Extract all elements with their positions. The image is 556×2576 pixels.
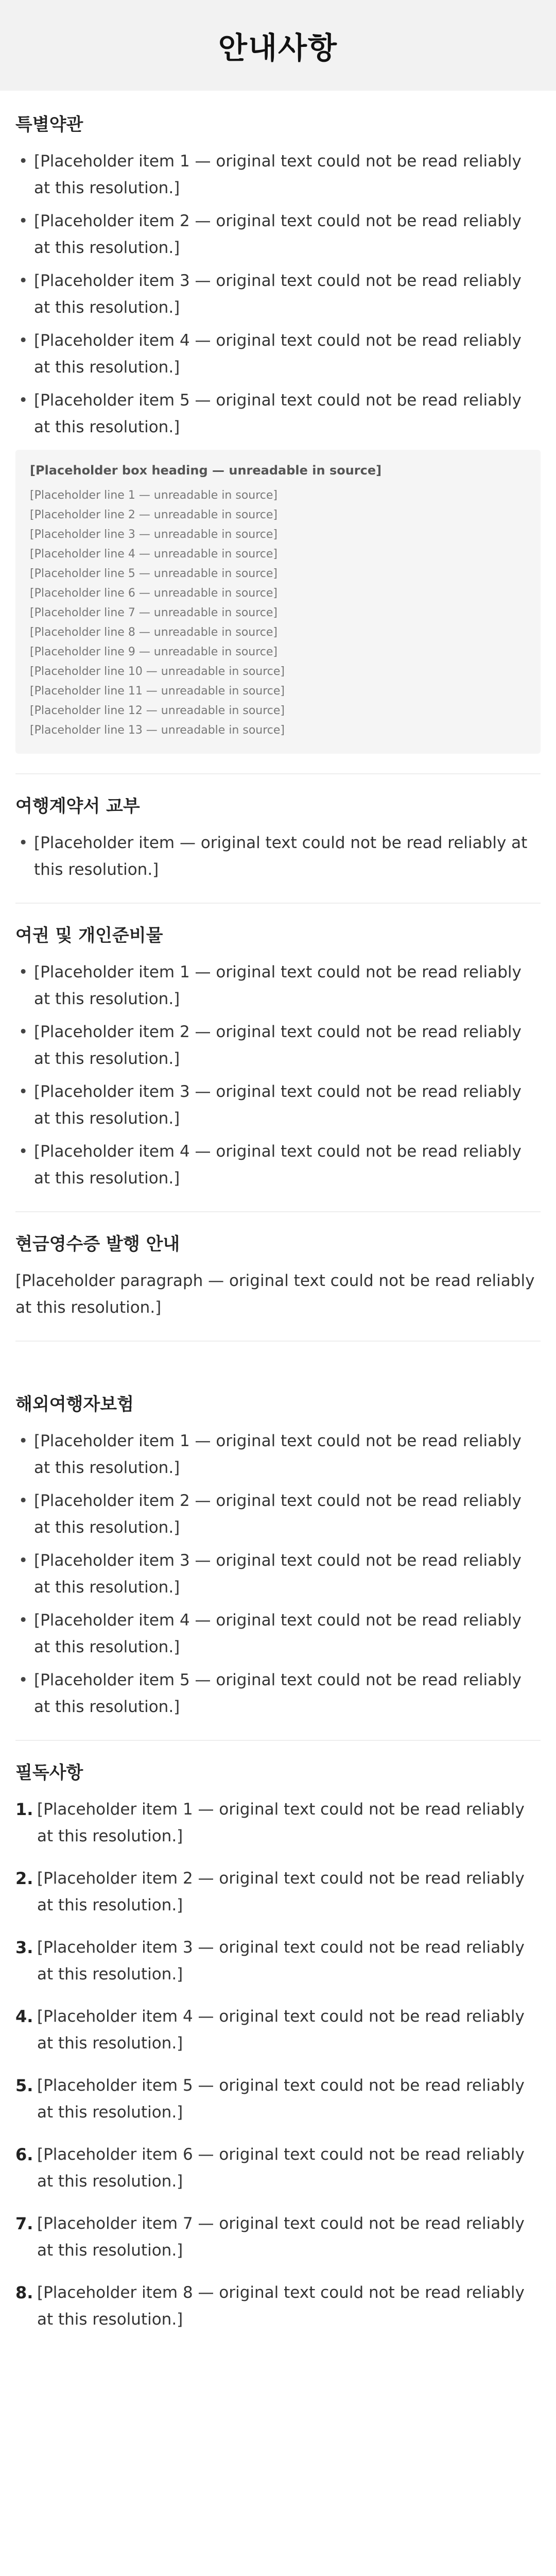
page-title: 안내사항 xyxy=(218,30,338,65)
notice-number: 5. xyxy=(15,2076,33,2095)
cancellation-fee-line: [Placeholder line 4 — unreadable in source] xyxy=(30,548,278,561)
special-term-item: • [Placeholder item 2 — original text could not be read reliably at this resolution.] xyxy=(15,208,541,261)
insurance-list xyxy=(15,1428,541,1720)
cancellation-fee-title: [Placeholder box heading — unreadable in source] xyxy=(30,463,382,478)
cancellation-fee-line: [Placeholder line 13 — unreadable in source] xyxy=(30,724,285,737)
notice-text: [Placeholder item 1 — original text could not be read reliably at this resolution.] xyxy=(37,1800,525,1845)
cancellation-fee-line: [Placeholder line 7 — unreadable in source] xyxy=(30,606,278,619)
section-divider xyxy=(15,1740,541,1741)
cancellation-fee-line: [Placeholder line 8 — unreadable in source] xyxy=(30,626,278,639)
section-title-receipt: 현금영수증 발행 안내 xyxy=(15,1234,180,1255)
passport-item: • [Placeholder item 2 — original text could not be read reliably at this resolution.] xyxy=(15,1019,541,1072)
notice-text: [Placeholder item 6 — original text could not be read reliably at this resolution.] xyxy=(37,2145,525,2191)
contract-item: • [Placeholder item — original text could not be read reliably at this resolution.] xyxy=(15,829,541,883)
notice-item xyxy=(15,1934,541,1988)
insurance-item: • [Placeholder item 1 — original text could not be read reliably at this resolution.] xyxy=(15,1428,541,1481)
contract-list xyxy=(15,829,541,883)
insurance-item: • [Placeholder item 2 — original text could not be read reliably at this resolution.] xyxy=(15,1487,541,1541)
section-divider xyxy=(15,1211,541,1212)
cancellation-fee-line: [Placeholder line 10 — unreadable in source] xyxy=(30,665,285,678)
passport-item: • [Placeholder item 1 — original text could not be read reliably at this resolution.] xyxy=(15,959,541,1012)
notice-number: 1. xyxy=(15,1800,33,1819)
notice-text: [Placeholder item 3 — original text could not be read reliably at this resolution.] xyxy=(37,1938,525,1984)
special-terms-list xyxy=(15,148,541,440)
cancellation-fee-line: [Placeholder line 11 — unreadable in source] xyxy=(30,685,285,698)
notice-list xyxy=(15,1796,541,2333)
section-title-insurance: 해외여행자보험 xyxy=(15,1394,134,1415)
special-term-item: • [Placeholder item 1 — original text could not be read reliably at this resolution.] xyxy=(15,148,541,201)
notice-item xyxy=(15,2003,541,2057)
notice-number: 3. xyxy=(15,1938,33,1957)
cancellation-fee-box xyxy=(15,450,541,754)
notice-text: [Placeholder item 4 — original text could not be read reliably at this resolution.] xyxy=(37,2007,525,2053)
special-term-item: • [Placeholder item 4 — original text could not be read reliably at this resolution.] xyxy=(15,327,541,381)
insurance-item: • [Placeholder item 3 — original text could not be read reliably at this resolution.] xyxy=(15,1547,541,1601)
cancellation-fee-line: [Placeholder line 9 — unreadable in source] xyxy=(30,646,278,658)
section-title-contract: 여행계약서 교부 xyxy=(15,796,140,817)
passport-item: • [Placeholder item 3 — original text could not be read reliably at this resolution.] xyxy=(15,1078,541,1132)
notice-text: [Placeholder item 5 — original text could not be read reliably at this resolution.] xyxy=(37,2076,525,2122)
special-term-item: • [Placeholder item 5 — original text could not be read reliably at this resolution.] xyxy=(15,387,541,440)
cancellation-fee-line: [Placeholder line 2 — unreadable in source] xyxy=(30,509,278,521)
notice-item xyxy=(15,2141,541,2195)
cancellation-fee-line: [Placeholder line 3 — unreadable in source] xyxy=(30,528,278,541)
section-title-special: 특별약관 xyxy=(15,114,83,135)
notice-number: 2. xyxy=(15,1869,33,1888)
notice-text: [Placeholder item 2 — original text could not be read reliably at this resolution.] xyxy=(37,1869,525,1914)
notice-item xyxy=(15,2072,541,2126)
section-divider xyxy=(15,903,541,904)
cancellation-fee-line: [Placeholder line 5 — unreadable in source] xyxy=(30,567,278,580)
section-title-notice: 필독사항 xyxy=(15,1762,83,1783)
notice-item xyxy=(15,2210,541,2264)
notice-number: 7. xyxy=(15,2214,33,2233)
passport-list xyxy=(15,959,541,1192)
notice-item xyxy=(15,2279,541,2333)
section-title-passport: 여권 및 개인준비물 xyxy=(15,925,163,946)
section-divider xyxy=(15,773,541,774)
notice-number: 6. xyxy=(15,2145,33,2164)
cancellation-fee-line: [Placeholder line 12 — unreadable in source] xyxy=(30,704,285,717)
cancellation-fee-line: [Placeholder line 1 — unreadable in source] xyxy=(30,489,278,502)
page-content xyxy=(0,91,556,2369)
insurance-item: • [Placeholder item 5 — original text could not be read reliably at this resolution.] xyxy=(15,1667,541,1720)
notice-text: [Placeholder item 8 — original text could not be read reliably at this resolution.] xyxy=(37,2283,525,2329)
notice-number: 4. xyxy=(15,2007,33,2026)
receipt-paragraph: [Placeholder paragraph — original text could not be read reliably at this resolution.] xyxy=(15,1272,535,1317)
notice-item xyxy=(15,1865,541,1919)
special-term-item: • [Placeholder item 3 — original text could not be read reliably at this resolution.] xyxy=(15,267,541,321)
notice-number: 8. xyxy=(15,2283,33,2302)
passport-item: • [Placeholder item 4 — original text could not be read reliably at this resolution.] xyxy=(15,1138,541,1192)
insurance-item: • [Placeholder item 4 — original text could not be read reliably at this resolution.] xyxy=(15,1607,541,1660)
notice-text: [Placeholder item 7 — original text could not be read reliably at this resolution.] xyxy=(37,2214,525,2260)
cancellation-fee-line: [Placeholder line 6 — unreadable in source] xyxy=(30,587,278,600)
notice-item xyxy=(15,1796,541,1850)
page-header xyxy=(0,0,556,91)
